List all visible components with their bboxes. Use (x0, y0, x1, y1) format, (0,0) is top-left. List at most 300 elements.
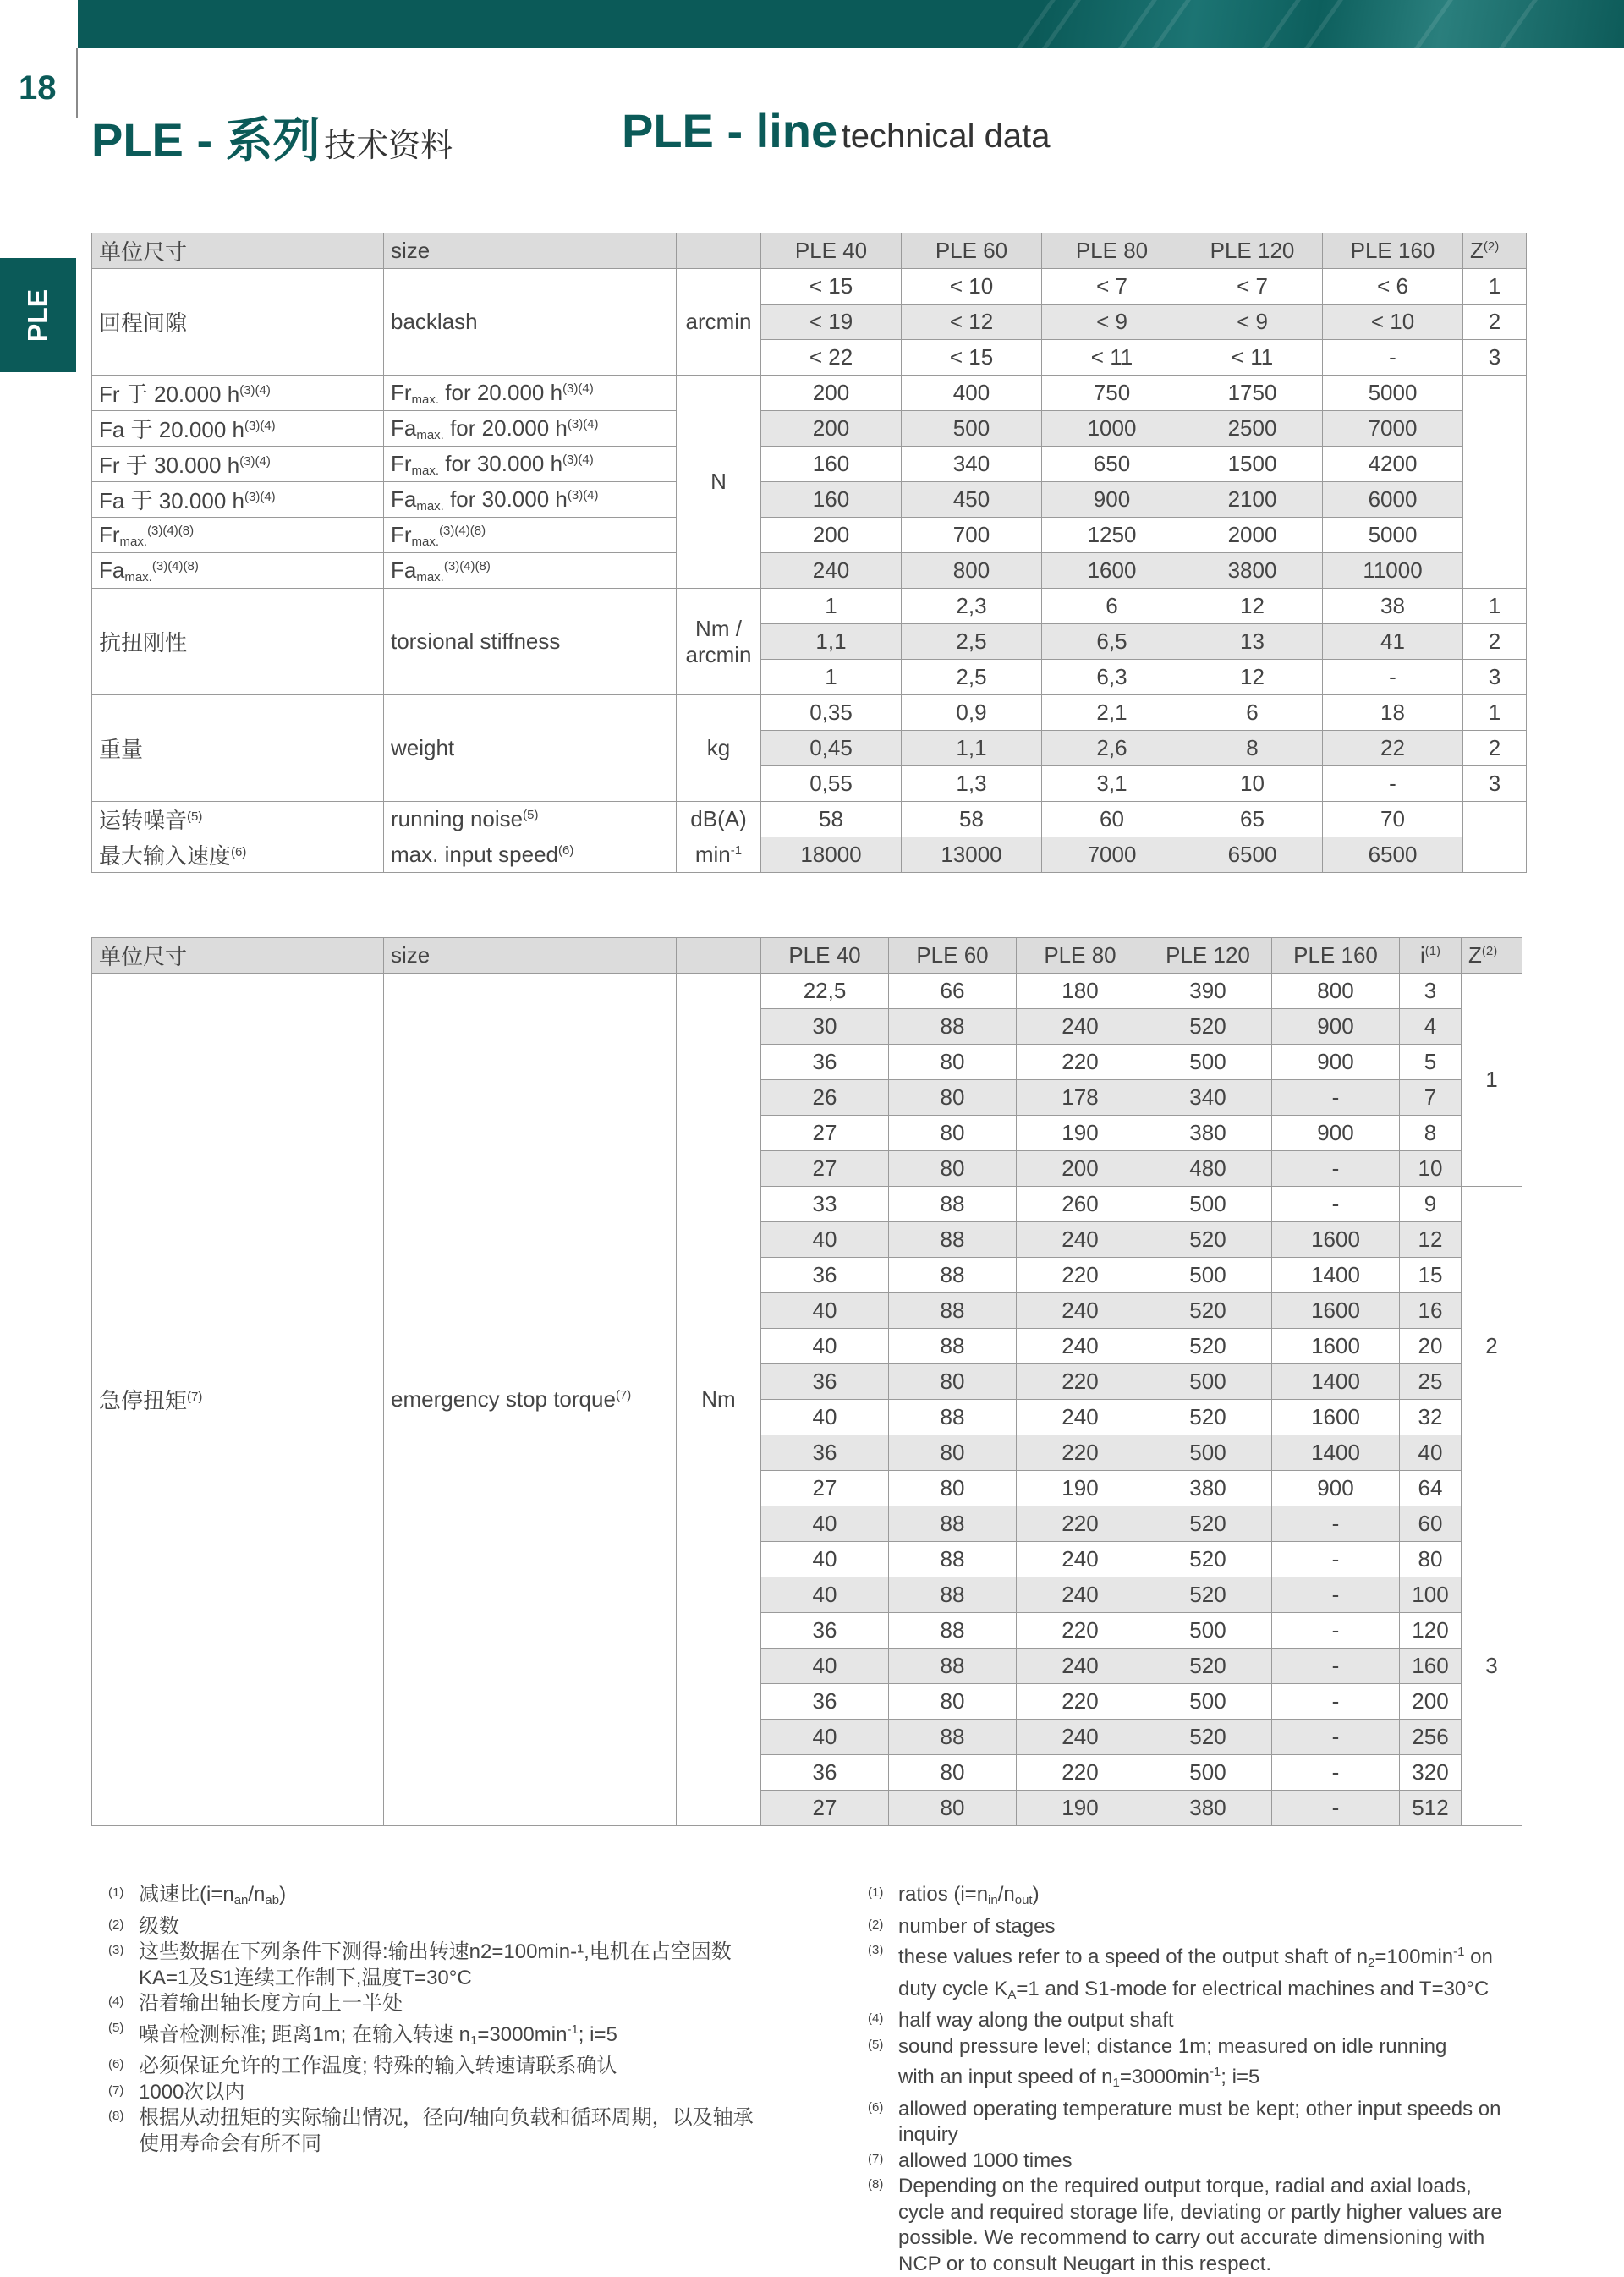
footnote-text: allowed 1000 times (898, 2148, 1073, 2172)
footnote-text: 沿着输出轴长度方向上一半处 (139, 1992, 403, 2015)
value-cell: < 7 (1042, 269, 1182, 305)
value-cell: 340 (1144, 1080, 1272, 1116)
force-label-en-rest: for 20.000 h (443, 414, 568, 441)
value-cell: 36 (761, 1258, 889, 1293)
value-cell: 160 (761, 447, 902, 482)
value-cell: - (1323, 340, 1463, 376)
value-cell: 1250 (1042, 518, 1182, 553)
force-label-en-text: Fr (391, 379, 412, 405)
footnote-text: sound pressure level; distance 1m; measured on idle running with an input speed of $n_1=3000\min^{-1}$; i=5 (898, 2034, 1447, 2090)
value-cell: 65 (1182, 802, 1323, 837)
value-cell: 26 (761, 1080, 889, 1116)
force-label-en-sub: max. (416, 427, 444, 442)
value-cell: 40 (761, 1506, 889, 1542)
stage-cell: 3 (1462, 1506, 1522, 1826)
value-cell: 520 (1144, 1577, 1272, 1613)
value-cell: 520 (1144, 1329, 1272, 1364)
value-cell: 80 (889, 1791, 1017, 1826)
footnote-marker: (4) (868, 2011, 884, 2026)
value-cell: 520 (1144, 1009, 1272, 1045)
footnote-text: 级数 (139, 1914, 179, 1938)
stage-cell: 2 (1462, 1187, 1522, 1506)
header-ratio-note: (1) (1424, 944, 1441, 958)
value-cell: 220 (1017, 1258, 1144, 1293)
force-label-cn-sub: max. (124, 569, 152, 584)
title-english-main: PLE - line (622, 104, 838, 157)
value-cell: 900 (1272, 1471, 1400, 1506)
value-cell: 2500 (1182, 411, 1323, 447)
value-cell: 5000 (1323, 376, 1463, 411)
value-cell: 220 (1017, 1435, 1144, 1471)
value-cell: 22 (1323, 731, 1463, 766)
footnote (108, 2080, 810, 2106)
ratio-cell: 256 (1400, 1720, 1462, 1755)
footnote-text: 减速比$(i=n_{an}/n_{ab})$ (139, 1883, 287, 1907)
value-cell: - (1272, 1577, 1400, 1613)
force-label-en (384, 482, 677, 518)
header-size-cn: 单位尺寸 (92, 938, 384, 974)
force-label-cn-note: (3)(4) (244, 490, 276, 504)
title-chinese-sub: 技术资料 (324, 129, 453, 164)
value-cell: 88 (889, 1222, 1017, 1258)
value-cell: 380 (1144, 1116, 1272, 1151)
value-cell: 30 (761, 1009, 889, 1045)
value-cell: 4200 (1323, 447, 1463, 482)
value-cell: 2100 (1182, 482, 1323, 518)
footnote-marker: (1) (108, 1885, 124, 1900)
ratio-cell: 60 (1400, 1506, 1462, 1542)
footnote-text: 根据从动扭矩的实际输出情况，径向/轴向负载和循环周期，以及轴承 使用寿命会有所不同 (139, 2106, 754, 2155)
footnote (868, 2008, 1536, 2034)
footnote-marker: (5) (108, 2020, 124, 2035)
value-cell: - (1272, 1791, 1400, 1826)
value-cell: 400 (902, 376, 1042, 411)
value-cell: 520 (1144, 1542, 1272, 1577)
footnote-marker: (6) (108, 2057, 124, 2071)
force-label-en (384, 447, 677, 482)
value-cell: 5000 (1323, 518, 1463, 553)
force-label-cn-text: Fa (99, 557, 125, 583)
force-label-en-note: (3)(4)(8) (443, 558, 491, 573)
header-model: PLE 60 (889, 938, 1017, 974)
force-label-cn (92, 553, 384, 589)
force-label-en (384, 411, 677, 447)
value-cell: 36 (761, 1755, 889, 1791)
footnote-text: ratios $(i=n_{in}/n_{out})$ (898, 1883, 1040, 1907)
footnote-text: 这些数据在下列条件下测得:输出转速n2=100min-¹,电机在占空因数 KA=1及S1连续工作制下,温度T=30°C (139, 1940, 732, 1989)
force-label-en-note: (3)(4) (562, 452, 594, 467)
value-cell: < 12 (902, 305, 1042, 340)
value-cell: 7000 (1323, 411, 1463, 447)
noise-label-en-text: running noise (391, 806, 524, 831)
table-row (92, 695, 1527, 731)
value-cell: 220 (1017, 1506, 1144, 1542)
ratio-cell: 20 (1400, 1329, 1462, 1364)
value-cell: 500 (1144, 1755, 1272, 1791)
noise-label-cn-note: (5) (187, 809, 203, 824)
emergency-torque-label-en (384, 974, 677, 1826)
value-cell: 40 (761, 1222, 889, 1258)
footnote-marker: (7) (868, 2151, 884, 2166)
force-label-en-note: (3)(4) (562, 381, 594, 396)
value-cell: 0,9 (902, 695, 1042, 731)
emergency-stop-torque-table (91, 937, 1522, 1826)
speed-label-en (384, 837, 677, 873)
value-cell: 0,45 (761, 731, 902, 766)
header-model: PLE 160 (1323, 233, 1463, 269)
value-cell: 240 (1017, 1577, 1144, 1613)
ratio-cell: 9 (1400, 1187, 1462, 1222)
torsional-label-en (384, 589, 677, 695)
title-chinese (91, 103, 453, 171)
force-label-en-rest: for 20.000 h (439, 379, 563, 405)
header-model: PLE 120 (1182, 233, 1323, 269)
value-cell: 200 (761, 518, 902, 553)
stage-cell-empty (1463, 376, 1527, 589)
ratio-cell: 120 (1400, 1613, 1462, 1649)
table-row (92, 589, 1527, 624)
value-cell: 3,1 (1042, 766, 1182, 802)
force-label-en-sub: max. (416, 569, 444, 584)
value-cell: 1 (761, 660, 902, 695)
weight-label-cn-text: 重量 (99, 737, 144, 762)
value-cell: 36 (761, 1045, 889, 1080)
unit-text: kg (706, 735, 731, 760)
torsional-label-en-text: torsional stiffness (391, 628, 561, 654)
value-cell: - (1272, 1151, 1400, 1187)
footnotes-english (868, 1882, 1536, 2277)
header-model: PLE 40 (761, 938, 889, 974)
force-label-cn-note: (3)(4)(8) (151, 558, 199, 573)
header-stages-label: Z (1468, 942, 1482, 968)
value-cell: 1400 (1272, 1364, 1400, 1400)
value-cell: 220 (1017, 1045, 1144, 1080)
value-cell: 240 (1017, 1400, 1144, 1435)
stage-cell: 2 (1463, 624, 1527, 660)
header-unit (677, 233, 761, 269)
value-cell: 58 (761, 802, 902, 837)
value-cell: 88 (889, 1649, 1017, 1684)
footnote-text: number of stages (898, 1914, 1056, 1938)
value-cell: 58 (902, 802, 1042, 837)
force-label-cn-text: Fa 于 30.000 h (99, 488, 244, 513)
speed-label-en-note: (6) (558, 843, 574, 858)
value-cell: 220 (1017, 1364, 1144, 1400)
value-cell: 240 (1017, 1293, 1144, 1329)
footnote (108, 1940, 810, 1991)
emergency-torque-label-cn-note: (7) (187, 1390, 203, 1404)
force-label-cn-text: Fr (99, 521, 120, 547)
value-cell: 500 (902, 411, 1042, 447)
value-cell: 240 (1017, 1720, 1144, 1755)
force-label-en (384, 553, 677, 589)
value-cell: 7000 (1042, 837, 1182, 873)
header-ratio (1400, 938, 1462, 974)
value-cell: 36 (761, 1613, 889, 1649)
ratio-cell: 3 (1400, 974, 1462, 1009)
table-row (92, 269, 1527, 305)
ratio-cell: 160 (1400, 1649, 1462, 1684)
value-cell: 240 (1017, 1222, 1144, 1258)
value-cell: 0,55 (761, 766, 902, 802)
footnote (108, 2054, 810, 2080)
value-cell: 27 (761, 1151, 889, 1187)
speed-label-cn-text: 最大输入速度 (99, 843, 232, 869)
value-cell: 80 (889, 1045, 1017, 1080)
value-cell: 240 (1017, 1009, 1144, 1045)
ratio-cell: 40 (1400, 1435, 1462, 1471)
value-cell: 380 (1144, 1791, 1272, 1826)
title-chinese-main: PLE - 系列 (91, 113, 321, 167)
value-cell: - (1323, 660, 1463, 695)
stage-cell: 1 (1463, 695, 1527, 731)
footnote-marker: (7) (108, 2082, 124, 2098)
footnote-marker: (1) (868, 1885, 884, 1900)
value-cell: 6 (1042, 589, 1182, 624)
ratio-cell: 25 (1400, 1364, 1462, 1400)
weight-label-en (384, 695, 677, 802)
value-cell: < 9 (1042, 305, 1182, 340)
unit-text: dB(A) (690, 806, 747, 831)
footnote (868, 1940, 1536, 2008)
force-label-cn-note: (3)(4) (239, 454, 271, 469)
value-cell: 80 (889, 1471, 1017, 1506)
value-cell: 160 (761, 482, 902, 518)
value-cell: < 19 (761, 305, 902, 340)
table-row (92, 837, 1527, 873)
value-cell: - (1272, 1542, 1400, 1577)
value-cell: < 10 (1323, 305, 1463, 340)
value-cell: 27 (761, 1791, 889, 1826)
table-row (92, 974, 1522, 1009)
unit-cell: N (677, 376, 761, 589)
value-cell: < 11 (1042, 340, 1182, 376)
value-cell: 220 (1017, 1755, 1144, 1791)
value-cell: 178 (1017, 1080, 1144, 1116)
value-cell: 520 (1144, 1222, 1272, 1258)
force-label-en-sub: max. (411, 392, 440, 407)
backlash-label-en-text: backlash (391, 309, 478, 334)
force-label-en-note: (3)(4) (567, 487, 599, 502)
force-label-en-text: Fa (391, 486, 417, 512)
table-row (92, 802, 1527, 837)
value-cell: 2,1 (1042, 695, 1182, 731)
footnote-marker: (4) (108, 1994, 124, 2009)
value-cell: 38 (1323, 589, 1463, 624)
header-model: PLE 60 (902, 233, 1042, 269)
force-label-en-note: (3)(4) (567, 416, 599, 431)
backlash-label-cn-text: 回程间隙 (99, 310, 188, 336)
value-cell: 2,3 (902, 589, 1042, 624)
value-cell: 800 (902, 553, 1042, 589)
header-stages (1462, 938, 1522, 974)
value-cell: 27 (761, 1471, 889, 1506)
footnote-marker: (8) (868, 2177, 884, 2192)
value-cell: 27 (761, 1116, 889, 1151)
footnote (868, 1882, 1536, 1914)
value-cell: 1600 (1042, 553, 1182, 589)
value-cell: < 15 (902, 340, 1042, 376)
footnotes-chinese (108, 1882, 810, 2157)
title-english-sub: technical data (841, 118, 1051, 155)
value-cell: 520 (1144, 1506, 1272, 1542)
emergency-torque-label-cn-text: 急停扭矩 (99, 1388, 188, 1413)
value-cell: 520 (1144, 1293, 1272, 1329)
header-unit (677, 938, 761, 974)
speed-label-cn (92, 837, 384, 873)
value-cell: 33 (761, 1187, 889, 1222)
value-cell: < 10 (902, 269, 1042, 305)
value-cell: 40 (761, 1400, 889, 1435)
value-cell: 450 (902, 482, 1042, 518)
force-label-cn-text: Fa 于 20.000 h (99, 417, 244, 442)
footnote (868, 2097, 1536, 2148)
footnote-text: these values refer to a speed of the output shaft of $n_2=100\min^{-1}$ on duty cycle $K_A=1$ and S1-mode for electrical machines and T=30°C (898, 1945, 1493, 2002)
value-cell: 88 (889, 1542, 1017, 1577)
force-label-en-text: Fa (391, 557, 417, 583)
force-label-en-sub: max. (411, 534, 440, 549)
value-cell: 520 (1144, 1400, 1272, 1435)
value-cell: 18 (1323, 695, 1463, 731)
footnote-marker: (3) (108, 1943, 124, 1957)
stage-cell: 2 (1463, 305, 1527, 340)
torsional-label-cn-text: 抗扭刚性 (99, 630, 188, 656)
value-cell: 36 (761, 1364, 889, 1400)
footnote (108, 1882, 810, 1914)
ratio-cell: 512 (1400, 1791, 1462, 1826)
value-cell: 200 (761, 411, 902, 447)
unit-cell (677, 269, 761, 376)
value-cell: 66 (889, 974, 1017, 1009)
force-label-cn-text: Fr 于 20.000 h (99, 381, 240, 407)
unit-text: min (694, 842, 731, 867)
footnote-text: 1000次以内 (139, 2080, 245, 2104)
value-cell: 240 (761, 553, 902, 589)
force-label-en (384, 518, 677, 553)
value-cell: 12 (1182, 660, 1323, 695)
value-cell: 700 (902, 518, 1042, 553)
ratio-cell: 10 (1400, 1151, 1462, 1187)
value-cell: 500 (1144, 1435, 1272, 1471)
footnote (108, 1914, 810, 1940)
value-cell: 70 (1323, 802, 1463, 837)
unit-sup: -1 (730, 843, 743, 858)
technical-data-body (92, 233, 1527, 873)
unit-cell: Nm (677, 974, 761, 1826)
value-cell: 88 (889, 1293, 1017, 1329)
weight-label-en-text: weight (391, 735, 455, 760)
value-cell: 18000 (761, 837, 902, 873)
header-band (78, 0, 1624, 48)
value-cell: 1600 (1272, 1329, 1400, 1364)
footnote (868, 2034, 1536, 2097)
value-cell: 40 (761, 1329, 889, 1364)
value-cell: 88 (889, 1258, 1017, 1293)
footnote-marker: (6) (868, 2099, 884, 2115)
value-cell: 900 (1272, 1009, 1400, 1045)
value-cell: 1400 (1272, 1258, 1400, 1293)
value-cell: 500 (1144, 1258, 1272, 1293)
value-cell: 500 (1144, 1187, 1272, 1222)
value-cell: 80 (889, 1684, 1017, 1720)
table-row (92, 553, 1527, 589)
footnote-text: 必须保证允许的工作温度; 特殊的输入转速请联系确认 (139, 2055, 617, 2077)
force-label-cn-sub: max. (119, 534, 148, 549)
value-cell: 1600 (1272, 1222, 1400, 1258)
value-cell: 220 (1017, 1613, 1144, 1649)
value-cell: 60 (1042, 802, 1182, 837)
value-cell: 8 (1182, 731, 1323, 766)
force-label-en-text: Fr (391, 521, 412, 547)
value-cell: 40 (761, 1720, 889, 1755)
table-row (92, 447, 1527, 482)
table-header-row (92, 938, 1522, 974)
unit-cell (677, 837, 761, 873)
footnote-marker: (3) (868, 1943, 884, 1957)
emergency-torque-label-en-note: (7) (615, 1388, 632, 1402)
footnote (108, 2017, 810, 2055)
value-cell: 6,5 (1042, 624, 1182, 660)
stage-cell-empty (1463, 802, 1527, 873)
torsional-label-cn (92, 589, 384, 695)
value-cell: 900 (1042, 482, 1182, 518)
side-tab (0, 258, 76, 372)
value-cell: 1,3 (902, 766, 1042, 802)
noise-label-en-note: (5) (523, 808, 539, 822)
value-cell: 380 (1144, 1471, 1272, 1506)
value-cell: 13 (1182, 624, 1323, 660)
stage-cell: 1 (1463, 589, 1527, 624)
value-cell: < 22 (761, 340, 902, 376)
value-cell: 500 (1144, 1364, 1272, 1400)
backlash-label-en (384, 269, 677, 376)
stage-cell: 2 (1463, 731, 1527, 766)
value-cell: 10 (1182, 766, 1323, 802)
force-label-en (384, 376, 677, 411)
value-cell: 12 (1182, 589, 1323, 624)
header-stages (1463, 233, 1527, 269)
force-label-en-sub: max. (411, 463, 440, 478)
value-cell: 40 (761, 1293, 889, 1329)
emergency-torque-label-cn (92, 974, 384, 1826)
value-cell: 240 (1017, 1649, 1144, 1684)
ratio-cell: 5 (1400, 1045, 1462, 1080)
unit-text: arcmin (685, 309, 752, 334)
footnote-marker: (2) (108, 1917, 124, 1932)
value-cell: 0,35 (761, 695, 902, 731)
value-cell: 2,5 (902, 624, 1042, 660)
value-cell: 500 (1144, 1684, 1272, 1720)
ratio-cell: 64 (1400, 1471, 1462, 1506)
technical-data-table (91, 233, 1527, 873)
value-cell: 80 (889, 1116, 1017, 1151)
header-model: PLE 160 (1272, 938, 1400, 974)
value-cell: - (1323, 766, 1463, 802)
ratio-cell: 8 (1400, 1116, 1462, 1151)
value-cell: 11000 (1323, 553, 1463, 589)
header-model: PLE 120 (1144, 938, 1272, 974)
value-cell: 88 (889, 1506, 1017, 1542)
value-cell: 520 (1144, 1649, 1272, 1684)
value-cell: 2,6 (1042, 731, 1182, 766)
footnote-marker: (2) (868, 1917, 884, 1932)
unit-text: arcmin (685, 641, 752, 667)
value-cell: 750 (1042, 376, 1182, 411)
stage-cell: 1 (1463, 269, 1527, 305)
footnote (108, 1991, 810, 2017)
value-cell: 22,5 (761, 974, 889, 1009)
force-label-en-text: Fr (391, 450, 412, 476)
